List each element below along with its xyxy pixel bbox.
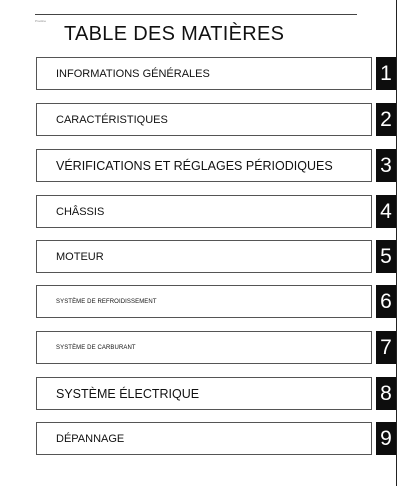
chapter-tab-9[interactable]: 9 (376, 422, 396, 455)
toc-entry-label: DÉPANNAGE (56, 432, 125, 445)
toc-entry-label: SYSTÈME ÉLECTRIQUE (56, 386, 200, 401)
toc-entry-chassis[interactable] (36, 195, 372, 228)
chapter-tab-7[interactable]: 7 (376, 331, 396, 364)
toc-entry-carburant[interactable] (36, 331, 372, 364)
chapter-tab-4[interactable]: 4 (376, 195, 396, 228)
chapter-tab-6[interactable]: 6 (376, 285, 396, 318)
toc-entry-refroidissement[interactable] (36, 285, 372, 318)
toc-entry-caracteristiques[interactable] (36, 103, 372, 136)
chapter-tab-5[interactable]: 5 (376, 240, 396, 273)
chapter-tab-1[interactable]: 1 (376, 57, 396, 90)
toc-entry-verifications-reglages[interactable] (36, 149, 372, 182)
chapter-tab-8[interactable]: 8 (376, 377, 396, 410)
toc-entry-label: SYSTÈME DE CARBURANT (56, 344, 136, 351)
header-small-label: Prooline (35, 19, 47, 23)
toc-entry-moteur[interactable] (36, 240, 372, 273)
toc-entry-label: MOTEUR (56, 250, 104, 263)
toc-entry-informations-generales[interactable] (36, 57, 372, 90)
toc-entry-label: VÉRIFICATIONS ET RÉGLAGES PÉRIODIQUES (56, 158, 333, 173)
chapter-tab-2[interactable]: 2 (376, 103, 396, 136)
chapter-tab-3[interactable]: 3 (376, 149, 396, 182)
toc-entry-electrique[interactable] (36, 377, 372, 410)
toc-entry-label: CHÂSSIS (56, 205, 105, 218)
toc-entry-label: CARACTÉRISTIQUES (56, 113, 168, 126)
header-rule (35, 14, 357, 15)
page-title: TABLE DES MATIÈRES (64, 23, 285, 45)
toc-entry-depannage[interactable] (36, 422, 372, 455)
toc-entry-label: INFORMATIONS GÉNÉRALES (56, 67, 210, 80)
page-edge-rule (396, 0, 397, 486)
toc-entry-label: SYSTÈME DE REFROIDISSEMENT (56, 298, 157, 305)
